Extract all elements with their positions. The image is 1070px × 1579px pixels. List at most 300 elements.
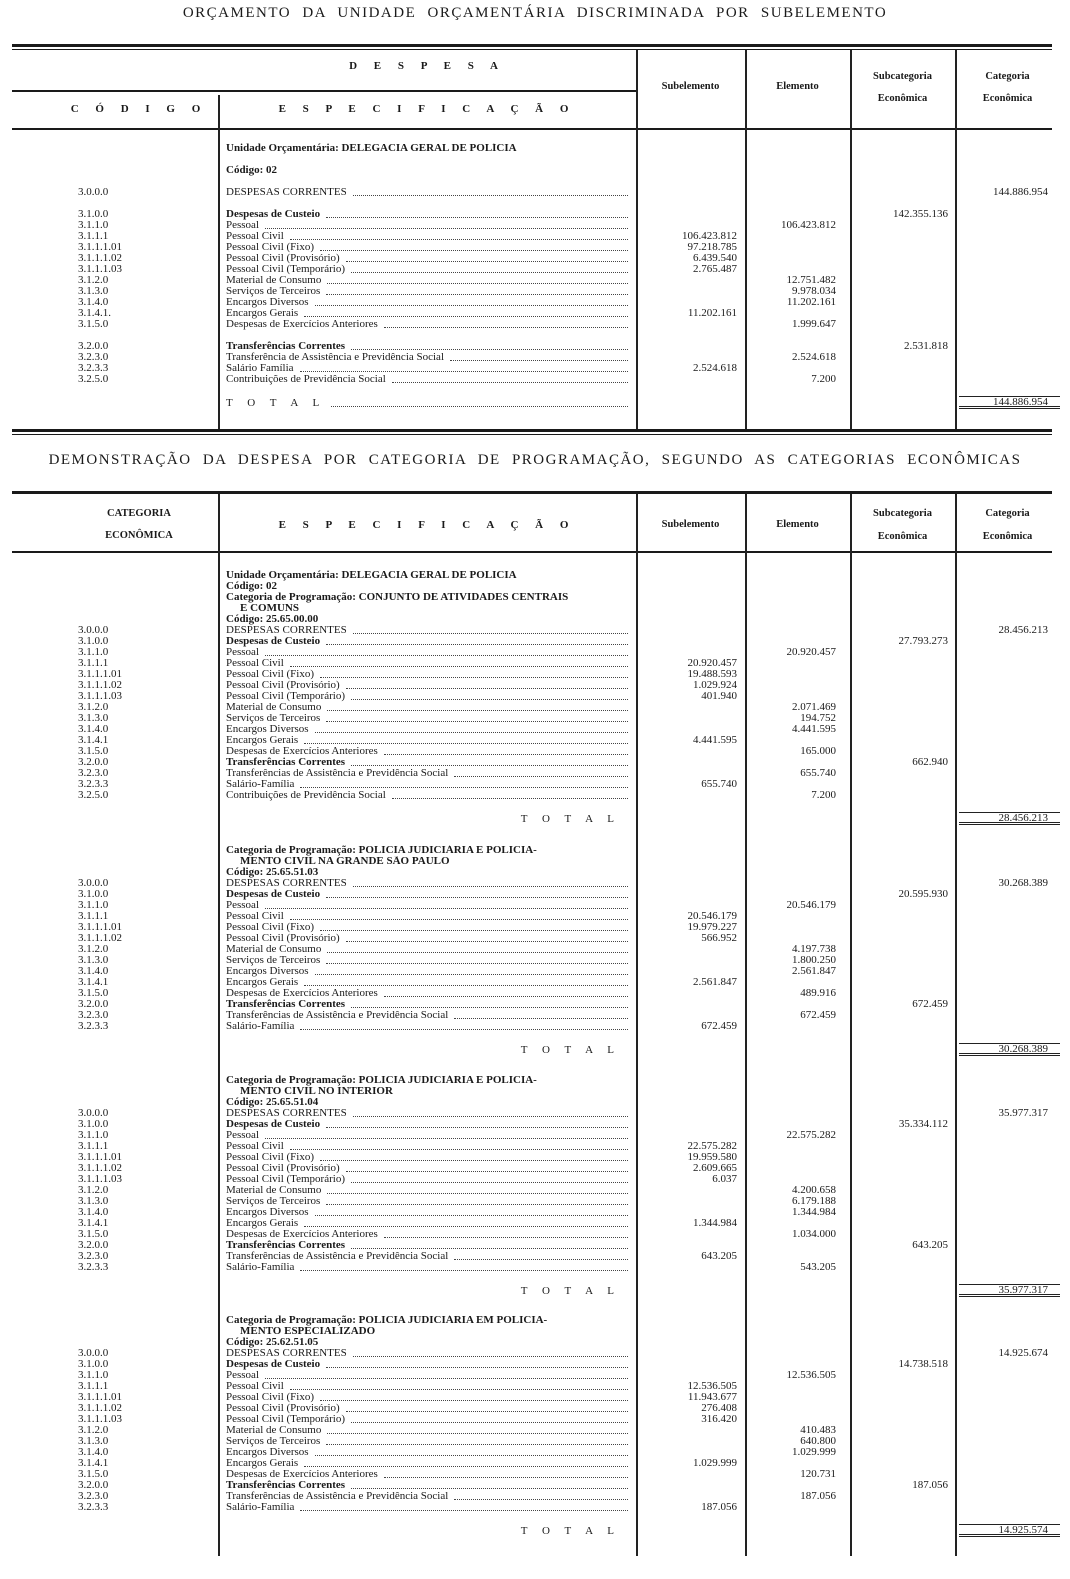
code-cell: 3.2.0.0 [78,1480,109,1491]
heading-row [0,845,1070,856]
specification-cell [218,669,636,680]
dot-leader [290,665,628,667]
subcategoria-value [850,702,955,713]
code-cell: 3.1.1.0 [78,1130,109,1141]
specification-text: Pessoal Civil [226,1141,284,1152]
subelemento-value [636,297,745,308]
categoria-value: 28.456.213 [998,625,1048,636]
specification-cell [218,242,636,253]
specification-text: Encargos Diversos [226,296,309,308]
dot-leader [351,764,628,766]
categoria-value [955,768,1060,779]
elemento-value [745,1086,850,1097]
code-cell [60,143,218,154]
subcategoria-value [850,1043,955,1056]
categoria-value [955,1315,1060,1326]
subelemento-value [636,1097,745,1108]
elemento-value [745,680,850,691]
categoria-value [955,1097,1060,1108]
dot-leader [300,370,628,372]
categoria-value [955,220,1060,231]
subelemento-value [636,592,745,603]
table-row [0,779,1070,790]
subcategoria-value [850,977,955,988]
categoria-value [955,1392,1060,1403]
specification-cell [218,889,636,900]
code-cell [60,198,218,209]
code-cell [60,570,218,581]
subcategoria-value [850,253,955,264]
specification-text: Encargos Gerais [226,1218,299,1229]
subelemento-value [636,955,745,966]
subcategoria-value [850,187,955,198]
subelemento-value [636,352,745,363]
categoria-value [955,341,1060,352]
dot-leader [351,1247,628,1249]
code-cell: 3.2.3.3 [78,1502,109,1513]
subelemento-value: 643.205 [701,1251,737,1262]
elemento-value [745,363,850,374]
subelemento-value [636,1348,745,1359]
elemento-value [745,614,850,625]
specification-cell [218,966,636,977]
specification-cell [218,1513,636,1524]
subcategoria-value [850,396,955,409]
code-cell: 3.0.0.0 [78,186,109,198]
specification-text: Despesas de Custeio [226,889,321,900]
specification-cell [218,900,636,911]
specification-cell [218,1315,636,1326]
dot-leader [320,249,628,251]
code-cell: 3.1.5.0 [78,988,109,999]
specification-text: DESPESAS CORRENTES [226,186,347,198]
code-cell [60,614,218,625]
subcategoria-value [850,900,955,911]
specification-cell [218,636,636,647]
categoria-header: Categoria [985,508,1030,519]
specification-text: Transferências Correntes [226,340,346,352]
specification-text: Código: 02 [226,164,278,176]
subelemento-value [636,1315,745,1326]
specification-cell [218,308,636,319]
specification-cell [218,319,636,330]
code-cell [60,1524,218,1537]
specification-cell [218,1425,636,1436]
table-row [0,275,1070,286]
elemento-value [745,264,850,275]
heading-row [0,154,1070,165]
elemento-value [745,1021,850,1032]
specification-text: Transferências de Assistência e Previdência Social [226,1491,449,1502]
elemento-value: 1.034.000 [792,1229,836,1240]
elemento-value [745,1513,850,1524]
subcategoria-value [850,944,955,955]
subelemento-value [636,1491,745,1502]
subelemento-value [636,867,745,878]
specification-cell [218,1326,636,1337]
specification-cell [218,944,636,955]
specification-text: Encargos Gerais [226,977,299,988]
code-cell: 3.1.1.1 [78,230,109,242]
subelemento-value: 19.488.593 [687,669,737,680]
dot-leader [315,1214,628,1216]
specification-text: Transferências de Assistência e Previdência Social [226,1251,449,1262]
elemento-value [745,1403,850,1414]
subelemento-value [636,603,745,614]
categoria-value [955,889,1060,900]
dot-leader [454,1258,628,1260]
total-row [0,1043,1070,1054]
code-cell [60,856,218,867]
elemento-value [745,154,850,165]
specification-cell [218,878,636,889]
elemento-value [745,165,850,176]
heading-row [0,614,1070,625]
despesa-heading: D E S P E S A [349,60,505,72]
specification-cell [218,1458,636,1469]
elemento-value [745,856,850,867]
subcategoria-value [850,669,955,680]
elemento-value [745,1326,850,1337]
dot-leader [290,1148,628,1150]
code-cell: 3.1.0.0 [78,208,109,220]
specification-cell [218,680,636,691]
specification-cell [218,1262,636,1273]
specification-cell [218,1502,636,1513]
total-value: 30.268.389 [959,1043,1060,1056]
specification-cell [218,1218,636,1229]
elemento-value [745,1097,850,1108]
specification-cell [218,154,636,165]
categoria-value [955,1359,1060,1370]
elemento-value [745,581,850,592]
table-row [0,1348,1070,1359]
specification-cell [218,702,636,713]
categoria-header-2: Econômica [982,93,1033,104]
subcategoria-value [850,1458,955,1469]
specification-text: Pessoal Civil (Temporário) [226,691,345,702]
heading-row [0,1315,1070,1326]
dot-leader [326,962,628,964]
dot-leader [315,304,628,306]
specification-text: Encargos Gerais [226,307,299,319]
table-row [0,757,1070,768]
subcategoria-value [850,1130,955,1141]
total-label: T O T A L [520,1044,620,1056]
specification-cell [218,1348,636,1359]
categoria-value [955,658,1060,669]
subelemento-value [636,165,745,176]
table-row [0,1502,1070,1513]
specification-text: Despesas de Exercícios Anteriores [226,1229,378,1240]
table-row [0,253,1070,264]
categoria-value: 14.925.674 [998,1348,1048,1359]
code-cell: 3.1.4.0 [78,296,109,308]
dot-leader [346,1410,628,1412]
subelemento-value [636,889,745,900]
elemento-value [745,1337,850,1348]
specification-cell [218,1524,636,1537]
code-cell: 3.1.1.1.01 [78,922,122,933]
subelemento-value [636,746,745,757]
total-row [0,812,1070,823]
specification-cell [218,1240,636,1251]
subcategoria-value [850,1229,955,1240]
subelemento-value [636,209,745,220]
categoria-value [955,1370,1060,1381]
table-row [0,1240,1070,1251]
dot-leader [326,1366,628,1368]
code-cell: 3.1.1.1.01 [78,241,122,253]
subelemento-value [636,176,745,187]
code-cell: 3.0.0.0 [78,878,109,889]
categoria-value [955,1086,1060,1097]
elemento-value [745,187,850,198]
subcategoria-value [850,1108,955,1119]
table-row [0,1414,1070,1425]
code-cell [60,845,218,856]
categoria-value [955,1447,1060,1458]
categoria-value [955,154,1060,165]
specification-cell [218,790,636,801]
heading-row [0,856,1070,867]
subcategoria-header: Subcategoria [873,508,932,519]
subcategoria-value [850,1370,955,1381]
subelemento-value [636,385,745,396]
heading-row [0,198,1070,209]
elemento-value [745,1359,850,1370]
specification-cell [218,1097,636,1108]
table-row [0,1163,1070,1174]
code-cell: 3.2.0.0 [78,757,109,768]
code-cell: 3.1.4.1. [78,307,111,319]
elemento-value: 672.459 [800,1010,836,1021]
subelemento-value: 11.943.677 [687,1392,737,1403]
dot-leader [326,896,628,898]
dot-leader [320,676,628,678]
table-row [0,1458,1070,1469]
dot-leader [351,1181,628,1183]
elemento-value [745,1108,850,1119]
subelemento-value [636,757,745,768]
categoria-value [955,231,1060,242]
total-label: T O T A L [520,813,620,825]
subelemento-value: 2.524.618 [693,362,737,374]
elemento-value [745,1152,850,1163]
specification-cell [218,933,636,944]
specification-text: Pessoal Civil (Temporário) [226,1174,345,1185]
categoria-value [955,867,1060,878]
specification-text: Despesas de Exercícios Anteriores [226,318,378,330]
specification-text: Código: 25.65.00.00 [226,614,319,625]
categoria-value [955,922,1060,933]
categoria-header: Categoria [985,71,1030,82]
elemento-value [745,1032,850,1043]
elemento-value: 194.752 [800,713,836,724]
categoria-value [955,242,1060,253]
subelemento-value [636,198,745,209]
subelemento-value: 1.029.924 [693,680,737,691]
dot-leader [315,1454,628,1456]
dot-leader [327,709,628,711]
subelemento-value [636,275,745,286]
subelemento-value [636,396,745,409]
subcategoria-value [850,1469,955,1480]
table-row [0,625,1070,636]
specification-text: Pessoal Civil [226,1381,284,1392]
specification-cell [218,658,636,669]
table-row [0,220,1070,231]
specification-text: Pessoal [226,1130,259,1141]
specification-text: Código: 25.65.51.03 [226,867,319,878]
elemento-value [745,757,850,768]
elemento-value [745,1381,850,1392]
table-row [0,1207,1070,1218]
code-cell: 3.0.0.0 [78,1348,109,1359]
subelemento-value [636,1480,745,1491]
subelemento-value [636,878,745,889]
elemento-value [745,1240,850,1251]
code-cell: 3.1.1.1.03 [78,691,122,702]
specification-cell [218,187,636,198]
specification-text: Pessoal Civil (Provisório) [226,680,340,691]
subcategoria-value [850,319,955,330]
elemento-value [745,658,850,669]
subelemento-value: 20.546.179 [687,911,737,922]
specification-text: MENTO CIVIL NO INTERIOR [240,1086,393,1097]
specification-text: Categoria de Programação: POLICIA JUDICIÁRIA EM POLICIA- [226,1315,548,1326]
dot-leader [327,282,628,284]
table-row [0,669,1070,680]
subelemento-value: 12.536.505 [687,1381,737,1392]
specification-cell [218,385,636,396]
categoria-value: 35.977.317 [998,1108,1048,1119]
elemento-value [745,341,850,352]
specification-cell [218,231,636,242]
dot-leader [454,1498,628,1500]
elemento-header: Elemento [776,81,819,92]
dot-leader [346,1170,628,1172]
subcategoria-value [850,1086,955,1097]
subcategoria-value [850,790,955,801]
categoria-value [955,319,1060,330]
specification-text: Transferências Correntes [226,999,346,1010]
code-cell: 3.1.3.0 [78,285,109,297]
specification-cell [218,1075,636,1086]
specification-cell [218,1163,636,1174]
subcategoria-value [850,1174,955,1185]
dot-leader [326,293,628,295]
elemento-value [745,1273,850,1284]
elemento-value [745,1163,850,1174]
subcategoria-value [850,581,955,592]
specification-cell [218,1185,636,1196]
total-value: 14.925.574 [959,1524,1060,1537]
subcategoria-value [850,1524,955,1537]
categoria-value [955,1240,1060,1251]
categoria-value [955,286,1060,297]
specification-text: Transferências Correntes [226,757,346,768]
subelemento-value [636,768,745,779]
subcategoria-value: 187.056 [912,1480,948,1491]
dot-leader [290,238,628,240]
elemento-value: 2.071.469 [792,702,836,713]
categoria-value [955,143,1060,154]
subcategoria-value [850,176,955,187]
table-row [0,1174,1070,1185]
dot-leader [315,973,628,975]
subelemento-value [636,1185,745,1196]
specification-cell [218,614,636,625]
elemento-value [745,330,850,341]
subelemento-value [636,1425,745,1436]
specification-text: Contribuições de Previdência Social [226,373,386,385]
elemento-value [745,735,850,746]
subelemento-value [636,845,745,856]
specification-cell [218,1032,636,1043]
subcategoria-value [850,1010,955,1021]
subelemento-header: Subelemento [661,519,720,530]
specification-text: Unidade Orçamentária: DELEGACIA GERAL DE POLÍCIA [226,142,517,154]
elemento-value: 7.200 [811,373,836,385]
subelemento-value [636,319,745,330]
subelemento-value [636,1284,745,1297]
elemento-value [745,385,850,396]
table-row [0,1229,1070,1240]
elemento-value [745,867,850,878]
elemento-value: 165.000 [800,746,836,757]
specification-text: Salário Família [226,362,294,374]
subelemento-value [636,1032,745,1043]
dot-leader [384,1236,628,1238]
specification-cell [218,768,636,779]
subcategoria-value [850,1251,955,1262]
categoria-value [955,680,1060,691]
subcategoria-value [850,1262,955,1273]
specification-cell [218,1196,636,1207]
code-cell: 3.1.5.0 [78,318,109,330]
subelemento-value [636,1262,745,1273]
table-row [0,1359,1070,1370]
dot-leader [392,797,628,799]
code-cell: 3.1.2.0 [78,274,109,286]
specification-text: Transferências Correntes [226,1240,346,1251]
subcategoria-value [850,614,955,625]
subcategoria-value [850,779,955,790]
categoria-value [955,944,1060,955]
elemento-value: 22.575.282 [786,1130,836,1141]
dot-leader [326,1126,628,1128]
code-cell: 3.1.1.0 [78,647,109,658]
subelemento-value [636,625,745,636]
subelemento-value: 1.344.984 [693,1218,737,1229]
elemento-value [745,143,850,154]
elemento-value [745,801,850,812]
code-cell: 3.1.1.1 [78,1141,109,1152]
table-row [0,1152,1070,1163]
specification-text: Pessoal [226,219,259,231]
specification-cell [218,1229,636,1240]
dot-leader [320,1399,628,1401]
code-cell: 3.1.4.1 [78,735,109,746]
subelemento-value [636,1240,745,1251]
specification-text: Pessoal Civil (Provisório) [226,933,340,944]
code-cell: 3.1.5.0 [78,1229,109,1240]
elemento-value: 4.200.658 [792,1185,836,1196]
code-cell [60,801,218,812]
table-row [0,319,1070,330]
specification-text: Pessoal Civil (Fixo) [226,1152,315,1163]
